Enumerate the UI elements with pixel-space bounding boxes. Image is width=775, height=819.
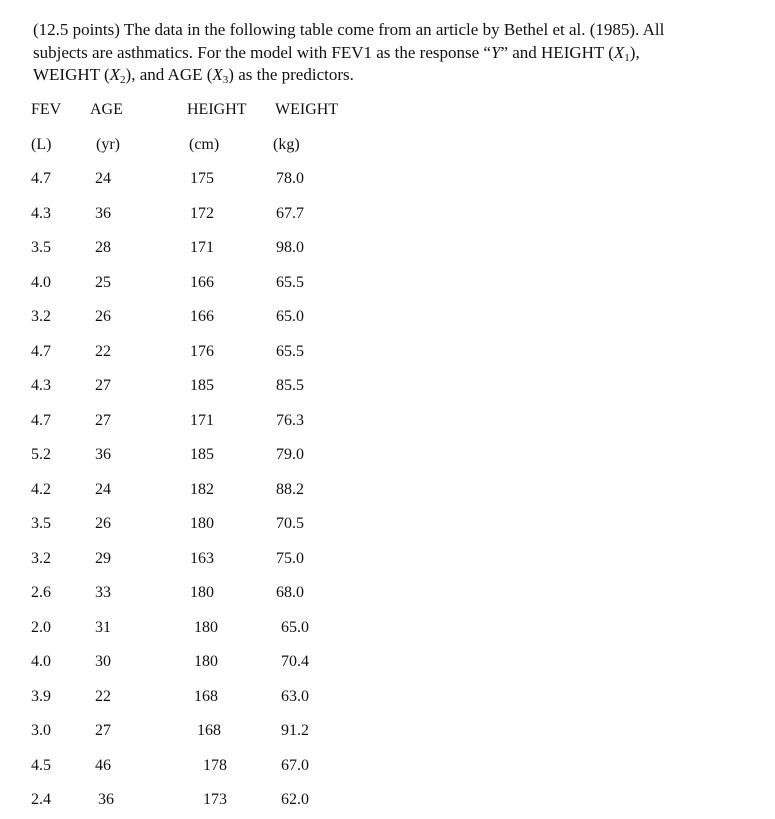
response-variable: Y bbox=[490, 42, 501, 62]
table-cell-fev: 4.7 bbox=[31, 411, 51, 429]
table-cell-fev: 2.4 bbox=[31, 791, 51, 808]
table-cell-age: 26 bbox=[95, 515, 111, 532]
table-cell-fev: 4.3 bbox=[31, 204, 51, 222]
text-segment: ), bbox=[629, 42, 640, 62]
table-cell-fev: 3.9 bbox=[31, 687, 51, 705]
table-cell-weight: 76.3 bbox=[276, 411, 304, 429]
table-cell-height: 171 bbox=[190, 239, 214, 256]
table-cell-height: 180 bbox=[194, 653, 218, 670]
table-cell-fev: 3.0 bbox=[31, 722, 51, 739]
table-cell-weight: 91.2 bbox=[281, 722, 309, 739]
column-header-height: HEIGHT bbox=[187, 101, 247, 118]
column-header-weight: WEIGHT bbox=[275, 101, 339, 118]
table-cell-weight: 65.5 bbox=[276, 342, 304, 360]
predictor-subscript: 3 bbox=[222, 74, 229, 86]
predictor-symbol: X bbox=[613, 42, 625, 62]
table-cell-age: 27 bbox=[95, 722, 111, 739]
predictor-symbol: X bbox=[109, 65, 121, 84]
text-segment: WEIGHT ( bbox=[33, 65, 110, 84]
table-cell-age: 28 bbox=[95, 239, 111, 256]
table-cell-age: 36 bbox=[98, 791, 114, 808]
table-cell-height: 178 bbox=[203, 756, 227, 774]
table-cell-fev: 4.5 bbox=[31, 756, 51, 774]
table-cell-fev: 3.2 bbox=[31, 308, 51, 325]
table-cell-fev: 4.0 bbox=[31, 273, 51, 291]
table-cell-age: 31 bbox=[95, 618, 111, 636]
table-cell-fev: 2.0 bbox=[31, 618, 51, 636]
text-segment: ) as the predictors. bbox=[228, 65, 354, 84]
table-cell-age: 36 bbox=[95, 204, 111, 222]
table-cell-height: 172 bbox=[190, 204, 214, 222]
table-cell-weight: 70.4 bbox=[281, 653, 309, 670]
table-cell-height: 180 bbox=[194, 618, 218, 636]
table-cell-fev: 3.5 bbox=[31, 239, 51, 256]
table-cell-height: 171 bbox=[190, 411, 214, 429]
text-segment: ), and AGE ( bbox=[125, 65, 213, 84]
predictor-subscript: 1 bbox=[624, 51, 630, 64]
table-cell-fev: 4.0 bbox=[31, 653, 51, 670]
table-cell-height: 176 bbox=[190, 342, 214, 360]
table-cell-fev: 2.6 bbox=[31, 584, 51, 601]
table-cell-age: 27 bbox=[95, 411, 111, 429]
table-cell-height: 182 bbox=[190, 480, 214, 498]
table-cell-age: 30 bbox=[95, 653, 111, 670]
problem-statement bbox=[33, 19, 733, 87]
table-cell-fev: 4.3 bbox=[31, 377, 51, 394]
table-cell-age: 29 bbox=[95, 549, 111, 567]
predictor-symbol: X bbox=[212, 65, 223, 84]
table-cell-weight: 63.0 bbox=[281, 687, 309, 705]
table-cell-weight: 65.0 bbox=[276, 308, 304, 325]
column-header-age: AGE bbox=[90, 101, 123, 118]
predictor-subscript: 2 bbox=[120, 74, 126, 86]
table-cell-height: 173 bbox=[203, 791, 227, 808]
table-cell-height: 168 bbox=[197, 722, 221, 739]
table-cell-age: 22 bbox=[95, 687, 111, 705]
column-header-fev: FEV bbox=[31, 101, 62, 118]
table-cell-fev: 3.5 bbox=[31, 515, 51, 532]
table-cell-age: 22 bbox=[95, 342, 111, 360]
table-cell-height: 185 bbox=[190, 446, 214, 463]
table-cell-weight: 79.0 bbox=[276, 446, 304, 463]
table-cell-weight: 88.2 bbox=[276, 480, 304, 498]
table-cell-height: 185 bbox=[190, 377, 214, 394]
table-cell-age: 26 bbox=[95, 308, 111, 325]
table-cell-weight: 75.0 bbox=[276, 549, 304, 567]
table-cell-weight: 67.7 bbox=[276, 204, 304, 222]
table-cell-age: 27 bbox=[95, 377, 111, 394]
table-cell-fev: 4.7 bbox=[31, 342, 51, 360]
table-cell-fev: 4.7 bbox=[31, 170, 51, 187]
problem-line-2 bbox=[33, 42, 733, 65]
table-cell-height: 175 bbox=[190, 170, 214, 187]
table-cell-age: 25 bbox=[95, 273, 111, 291]
table-cell-height: 180 bbox=[190, 584, 214, 601]
table-cell-weight: 98.0 bbox=[276, 239, 304, 256]
problem-line-1: (12.5 points) The data in the following table come from an article by Bethel et al. (1985). All bbox=[33, 20, 665, 39]
column-unit-age: (yr) bbox=[96, 136, 120, 153]
table-cell-age: 46 bbox=[95, 756, 111, 774]
table-cell-age: 24 bbox=[95, 170, 111, 187]
text-segment: subjects are asthmatics. For the model with FEV1 as the response “ bbox=[33, 42, 491, 62]
table-cell-weight: 78.0 bbox=[276, 170, 304, 187]
table-cell-weight: 65.5 bbox=[276, 273, 304, 291]
table-cell-age: 24 bbox=[95, 480, 111, 498]
table-cell-age: 36 bbox=[95, 446, 111, 463]
column-unit-height: (cm) bbox=[189, 136, 220, 153]
column-unit-weight: (kg) bbox=[273, 136, 300, 153]
text-segment: ” and HEIGHT ( bbox=[500, 42, 614, 62]
table-cell-fev: 4.2 bbox=[31, 480, 51, 498]
table-cell-height: 166 bbox=[190, 308, 214, 325]
table-cell-weight: 68.0 bbox=[276, 584, 304, 601]
table-cell-age: 33 bbox=[95, 584, 111, 601]
table-cell-height: 166 bbox=[190, 273, 214, 291]
table-cell-height: 168 bbox=[194, 687, 218, 705]
table-cell-fev: 3.2 bbox=[31, 549, 51, 567]
table-cell-weight: 62.0 bbox=[281, 791, 309, 808]
table-cell-weight: 67.0 bbox=[281, 756, 309, 774]
table-cell-fev: 5.2 bbox=[31, 446, 51, 463]
column-unit-fev: (L) bbox=[31, 136, 52, 153]
table-cell-weight: 65.0 bbox=[281, 618, 309, 636]
table-cell-height: 180 bbox=[190, 515, 214, 532]
table-cell-height: 163 bbox=[190, 549, 214, 567]
problem-line-3 bbox=[33, 64, 733, 87]
table-cell-weight: 70.5 bbox=[276, 515, 304, 532]
table-cell-weight: 85.5 bbox=[276, 377, 304, 394]
